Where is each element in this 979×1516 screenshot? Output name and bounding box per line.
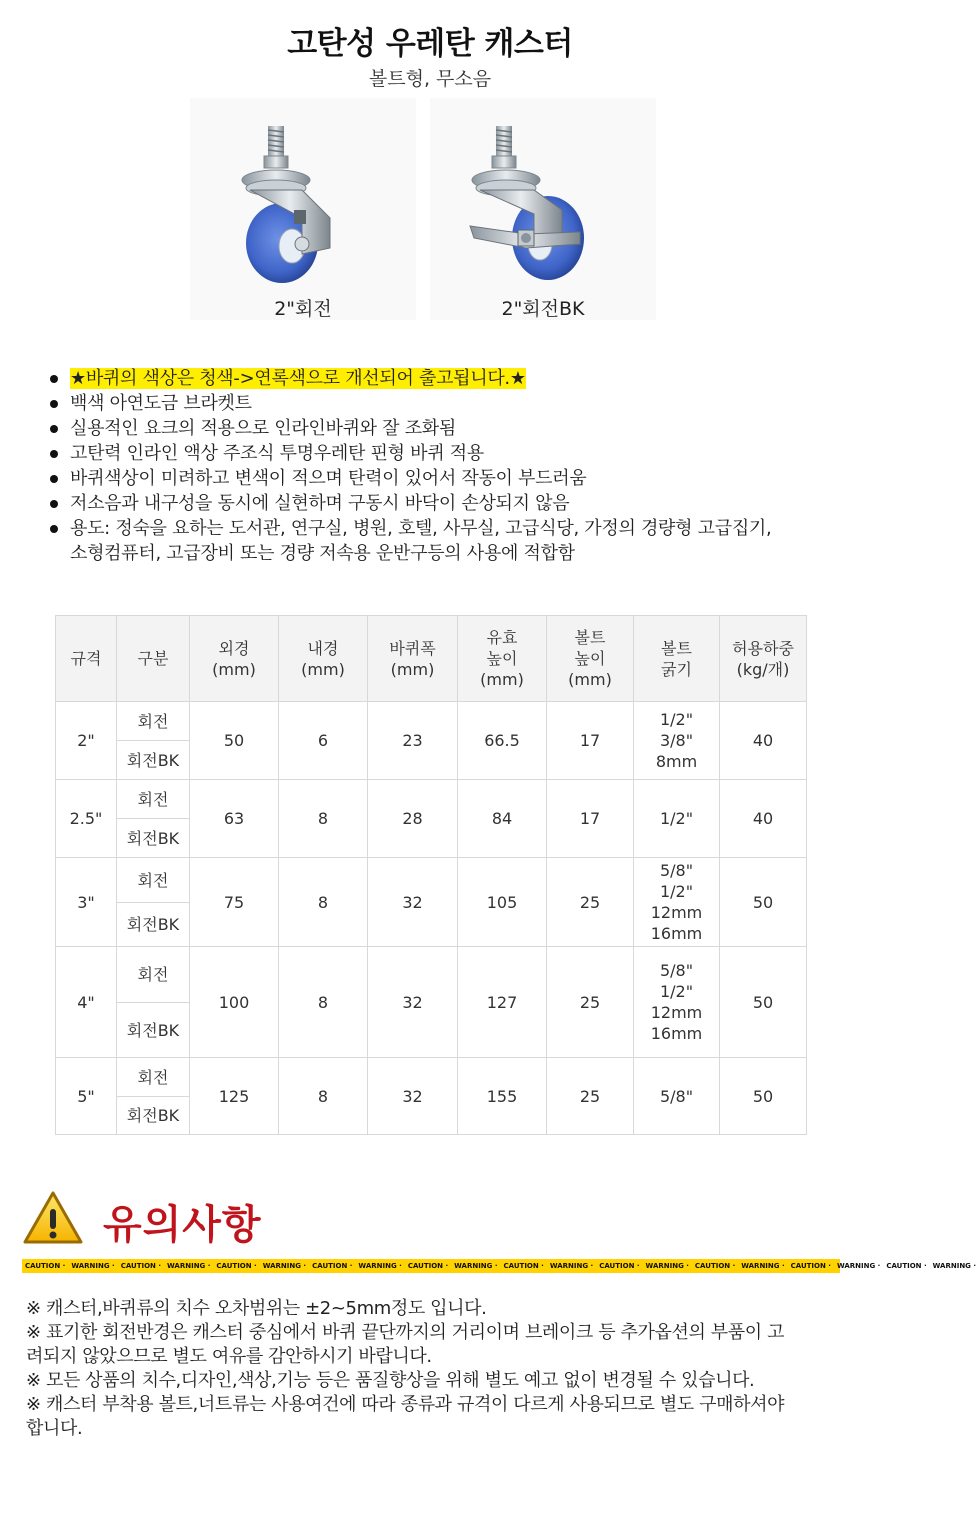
note-line: ※ 표기한 회전반경은 캐스터 중심에서 바퀴 끝단까지의 거리이며 브레이크 등 추가옵션의 부품이 고: [26, 1322, 785, 1343]
product-swivel-brake: [430, 98, 656, 320]
wheel-width-cell: 23: [368, 702, 458, 780]
type-cell: 회전: [117, 1058, 190, 1097]
note-line: 려되지 않았으므로 별도 여유를 감안하시기 바랍니다.: [26, 1346, 432, 1367]
column-header: 유효 높이 (mm): [458, 616, 547, 702]
tape-word: WARNING ·: [167, 1262, 211, 1270]
tape-word: CAUTION ·: [886, 1262, 927, 1270]
list-item: 용도: 정숙을 요하는 도서관, 연구실, 병원, 호텔, 사무실, 고급식당, 가정의 경량형 고급집기, 소형컴퓨터, 고급장비 또는 경량 저속용 운반구등의 사용에 적합함: [48, 516, 828, 566]
product-swivel: [190, 98, 416, 320]
tape-word: WARNING ·: [262, 1262, 307, 1270]
page-title: 고탄성 우레탄 캐스터: [287, 26, 573, 62]
outer-diameter-cell: 50: [190, 702, 279, 780]
list-item: 저소음과 내구성을 동시에 실현하며 구동시 바닥이 손상되지 않음: [48, 491, 828, 516]
size-cell: 3": [56, 858, 117, 947]
column-header: 볼트 높이 (mm): [547, 616, 634, 702]
wheel-width-cell: 32: [368, 947, 458, 1058]
table-row: [56, 1058, 807, 1097]
tape-word: CAUTION ·: [216, 1262, 257, 1270]
size-cell: 5": [56, 1058, 117, 1135]
inner-diameter-cell: 8: [279, 1058, 368, 1135]
table-row: [56, 947, 807, 1003]
header-row: [56, 616, 807, 702]
outer-diameter-cell: 100: [190, 947, 279, 1058]
column-header: 내경 (mm): [279, 616, 368, 702]
tape-word: CAUTION ·: [503, 1262, 544, 1270]
bolt-height-cell: 25: [547, 947, 634, 1058]
note-line: 합니다.: [26, 1418, 83, 1439]
bolt-thickness-cell: 5/8" 1/2" 12mm 16mm: [634, 858, 720, 947]
bolt-height-cell: 17: [547, 702, 634, 780]
tape-word: CAUTION ·: [407, 1262, 449, 1270]
table-row: [56, 858, 807, 903]
tape-word: WARNING ·: [358, 1262, 402, 1270]
tape-word: WARNING ·: [454, 1262, 498, 1270]
product-caption: 2"회전BK: [501, 298, 585, 320]
effective-height-cell: 127: [458, 947, 547, 1058]
table-row: [56, 702, 807, 741]
column-header: 바퀴폭 (mm): [368, 616, 458, 702]
brake-caster-icon: [430, 98, 656, 294]
column-header: 볼트 굵기: [634, 616, 720, 702]
column-header: 허용하중 (kg/개): [720, 616, 807, 702]
bolt-height-cell: 25: [547, 858, 634, 947]
type-cell: 회전: [117, 947, 190, 1003]
outer-diameter-cell: 75: [190, 858, 279, 947]
list-item: 실용적인 요크의 적용으로 인라인바퀴와 잘 조화됨: [48, 416, 828, 441]
tape-word: CAUTION ·: [790, 1262, 831, 1270]
bolt-thickness-cell: 5/8" 1/2" 12mm 16mm: [634, 947, 720, 1058]
column-header: 규격: [56, 616, 117, 702]
bolt-height-cell: 25: [547, 1058, 634, 1135]
table-body: [56, 702, 807, 1135]
list-item: 백색 아연도금 브라켓트: [48, 391, 828, 416]
inner-diameter-cell: 6: [279, 702, 368, 780]
product-caption: 2"회전: [274, 298, 332, 320]
table-header: [56, 616, 807, 702]
tape-word: WARNING ·: [932, 1262, 977, 1270]
tape-word: WARNING ·: [71, 1262, 115, 1270]
tape-word: CAUTION ·: [694, 1262, 736, 1270]
load-cell: 40: [720, 780, 807, 858]
bolt-thickness-cell: 1/2" 3/8" 8mm: [634, 702, 720, 780]
table-row: [56, 780, 807, 819]
feature-list: [48, 366, 828, 566]
spec-table: [55, 615, 807, 1135]
type-cell: 회전BK: [117, 1097, 190, 1135]
type-cell: 회전BK: [117, 903, 190, 947]
note-line: ※ 캐스터 부착용 볼트,너트류는 사용여건에 따라 종류과 규격이 다르게 사용되므로 별도 구매하셔야: [26, 1394, 785, 1415]
tape-word: WARNING ·: [836, 1262, 881, 1270]
list-item: 고탄력 인라인 액상 주조식 투명우레탄 핀형 바퀴 적용: [48, 441, 828, 466]
type-cell: 회전: [117, 858, 190, 903]
type-cell: 회전: [117, 702, 190, 741]
bolt-thickness-cell: 5/8": [634, 1058, 720, 1135]
size-cell: 4": [56, 947, 117, 1058]
load-cell: 50: [720, 1058, 807, 1135]
column-header: 외경 (mm): [190, 616, 279, 702]
tape-word: CAUTION ·: [25, 1262, 66, 1270]
tape-word: CAUTION ·: [312, 1262, 353, 1270]
effective-height-cell: 155: [458, 1058, 547, 1135]
caution-title: 유의사항: [103, 1202, 262, 1248]
caution-tape: [22, 1259, 977, 1273]
effective-height-cell: 66.5: [458, 702, 547, 780]
type-cell: 회전BK: [117, 819, 190, 858]
caution-notes: [26, 1297, 836, 1441]
tape-word: CAUTION ·: [120, 1262, 162, 1270]
page-subtitle: 볼트형, 무소음: [368, 68, 492, 90]
wheel-width-cell: 32: [368, 1058, 458, 1135]
outer-diameter-cell: 63: [190, 780, 279, 858]
note-line: ※ 모든 상품의 치수,디자인,색상,기능 등은 품질향상을 위해 별도 예고 없이 변경될 수 있습니다.: [26, 1370, 755, 1391]
tape-word: WARNING ·: [549, 1262, 594, 1270]
list-item: 바퀴색상이 미려하고 변색이 적으며 탄력이 있어서 작동이 부드러움: [48, 466, 828, 491]
highlight-note: ★바퀴의 색상은 청색->연록색으로 개선되어 출고됩니다.★: [70, 368, 526, 389]
size-cell: 2": [56, 702, 117, 780]
load-cell: 50: [720, 858, 807, 947]
load-cell: 50: [720, 947, 807, 1058]
type-cell: 회전BK: [117, 741, 190, 780]
load-cell: 40: [720, 702, 807, 780]
type-cell: 회전BK: [117, 1003, 190, 1058]
outer-diameter-cell: 125: [190, 1058, 279, 1135]
wheel-width-cell: 32: [368, 858, 458, 947]
inner-diameter-cell: 8: [279, 947, 368, 1058]
wheel-width-cell: 28: [368, 780, 458, 858]
bolt-height-cell: 17: [547, 780, 634, 858]
type-cell: 회전: [117, 780, 190, 819]
tape-word: WARNING ·: [741, 1262, 785, 1270]
bolt-thickness-cell: 1/2": [634, 780, 720, 858]
inner-diameter-cell: 8: [279, 780, 368, 858]
column-header: 구분: [117, 616, 190, 702]
tape-word: CAUTION ·: [599, 1262, 640, 1270]
size-cell: 2.5": [56, 780, 117, 858]
warning-triangle-icon: [22, 1190, 84, 1246]
tape-word: WARNING ·: [645, 1262, 689, 1270]
list-item: [48, 366, 828, 391]
inner-diameter-cell: 8: [279, 858, 368, 947]
note-line: ※ 캐스터,바퀴류의 치수 오차범위는 ±2~5mm정도 입니다.: [26, 1298, 487, 1319]
effective-height-cell: 105: [458, 858, 547, 947]
effective-height-cell: 84: [458, 780, 547, 858]
swivel-caster-icon: [190, 98, 416, 294]
